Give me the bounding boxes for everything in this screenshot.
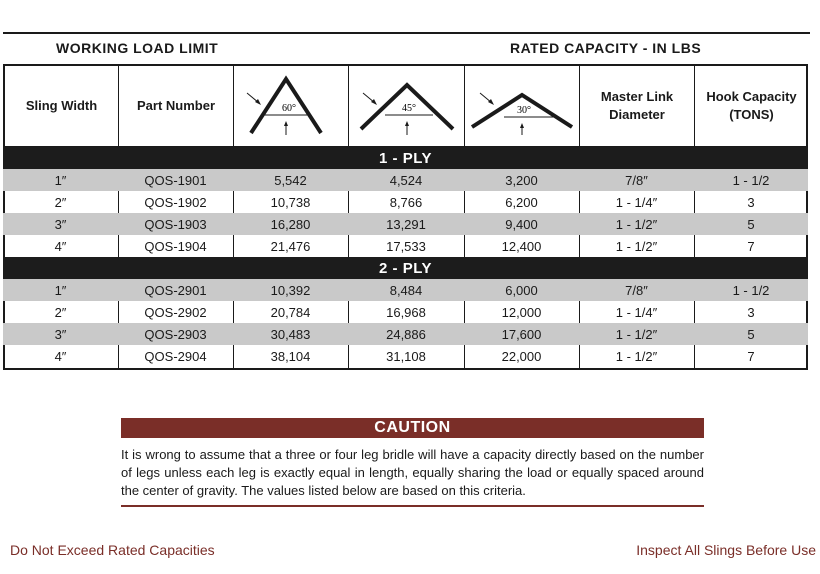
working-load-limit-heading: WORKING LOAD LIMIT	[56, 40, 219, 56]
caution-rule	[121, 505, 704, 507]
cell-capacity-30: 22,000	[501, 348, 542, 364]
sling-angle-45-icon	[355, 71, 459, 141]
table-row	[3, 235, 808, 257]
cell-capacity-45: 16,968	[386, 304, 426, 320]
cell-capacity-30: 3,200	[505, 172, 538, 188]
table-row	[3, 301, 808, 323]
cell-capacity-60: 20,784	[270, 304, 311, 320]
footer-right-note: Inspect All Slings Before Use	[636, 542, 816, 558]
cell-sling-width: 4″	[54, 238, 67, 254]
cell-part-number: QOS-1903	[144, 216, 207, 232]
cell-sling-width: 2″	[54, 194, 67, 210]
cell-capacity-30: 12,400	[501, 238, 542, 254]
cell-part-number: QOS-2903	[144, 326, 207, 342]
cell-part-number: QOS-1901	[144, 172, 207, 188]
section-band-2-ply: 2 - PLY	[3, 257, 808, 279]
cell-hook-capacity: 1 - 1/2	[732, 282, 770, 298]
cell-hook-capacity: 1 - 1/2	[732, 172, 770, 188]
cell-capacity-30: 12,000	[501, 304, 542, 320]
table-row	[3, 191, 808, 213]
cell-sling-width: 1″	[54, 282, 67, 298]
angle-30-label: 30°	[517, 105, 531, 116]
cell-capacity-60: 38,104	[270, 348, 311, 364]
cell-capacity-60: 10,738	[270, 194, 311, 210]
angle-45-label: 45°	[401, 103, 416, 114]
table-row	[3, 323, 808, 345]
cell-hook-capacity: 7	[747, 238, 755, 254]
cell-capacity-60: 21,476	[270, 238, 311, 254]
cell-capacity-60: 30,483	[270, 326, 311, 342]
table-row	[3, 213, 808, 235]
cell-capacity-45: 8,766	[389, 194, 423, 210]
cell-sling-width: 3″	[54, 326, 67, 342]
cell-sling-width: 2″	[54, 304, 67, 320]
cell-hook-capacity: 5	[747, 326, 755, 342]
cell-master-link: 1 - 1/2″	[615, 348, 658, 364]
cell-capacity-60: 16,280	[270, 216, 311, 232]
cell-capacity-45: 13,291	[386, 216, 426, 232]
caution-text: It is wrong to assume that a three or four leg bridle will have a capacity directly based on the number of legs unless each leg is exactly equal in length, equally sharing the load or equally spaced around the center of gravity. The values listed below are based on this criteria.	[121, 447, 704, 498]
cell-capacity-60: 5,542	[274, 172, 307, 188]
caution-heading: CAUTION	[121, 418, 704, 438]
table-row	[3, 279, 808, 301]
cell-master-link: 1 - 1/2″	[615, 216, 658, 232]
cell-sling-width: 3″	[54, 216, 67, 232]
cell-part-number: QOS-1902	[144, 194, 207, 210]
cell-capacity-45: 8,484	[389, 282, 423, 298]
section-band-1-ply: 1 - PLY	[3, 147, 808, 169]
cell-sling-width: 1″	[54, 172, 67, 188]
cell-hook-capacity: 5	[747, 216, 755, 232]
cell-capacity-60: 10,392	[270, 282, 311, 298]
cell-capacity-45: 31,108	[386, 348, 426, 364]
cell-capacity-30: 9,400	[505, 216, 538, 232]
cell-master-link: 1 - 1/4″	[615, 304, 658, 320]
cell-master-link: 1 - 1/4″	[615, 194, 658, 210]
sling-width-header: Sling Width	[25, 98, 98, 113]
cell-part-number: QOS-2902	[144, 304, 207, 320]
angle-60-label: 60°	[282, 103, 296, 114]
cell-capacity-30: 6,200	[505, 194, 538, 210]
sling-angle-60-icon	[241, 71, 341, 141]
cell-part-number: QOS-2901	[144, 282, 207, 298]
footer-left-note: Do Not Exceed Rated Capacities	[10, 542, 215, 558]
rated-capacity-heading: RATED CAPACITY - IN LBS	[510, 40, 702, 56]
cell-capacity-45: 17,533	[386, 238, 426, 254]
cell-hook-capacity: 3	[747, 304, 755, 320]
cell-part-number: QOS-1904	[144, 238, 207, 254]
hook-capacity-header: Hook Capacity (TONS)	[706, 89, 797, 122]
cell-hook-capacity: 7	[747, 348, 755, 364]
cell-master-link: 1 - 1/2″	[615, 238, 658, 254]
cell-capacity-30: 6,000	[505, 282, 538, 298]
cell-master-link: 7/8″	[625, 172, 648, 188]
angle-30-diagram	[465, 68, 579, 144]
cell-master-link: 7/8″	[625, 282, 648, 298]
cell-capacity-45: 4,524	[389, 172, 423, 188]
cell-master-link: 1 - 1/2″	[615, 326, 658, 342]
angle-45-diagram	[349, 68, 464, 144]
cell-capacity-30: 17,600	[501, 326, 542, 342]
cell-sling-width: 4″	[54, 348, 67, 364]
master-link-header: Master Link Diameter	[600, 89, 674, 122]
sling-angle-30-icon	[468, 71, 576, 141]
top-rule	[3, 32, 810, 34]
angle-60-diagram	[234, 68, 348, 144]
cell-hook-capacity: 3	[747, 194, 755, 210]
part-number-header: Part Number	[136, 98, 216, 113]
cell-capacity-45: 24,886	[386, 326, 426, 342]
cell-part-number: QOS-2904	[144, 348, 207, 364]
table-row	[3, 169, 808, 191]
table-row	[3, 345, 808, 367]
